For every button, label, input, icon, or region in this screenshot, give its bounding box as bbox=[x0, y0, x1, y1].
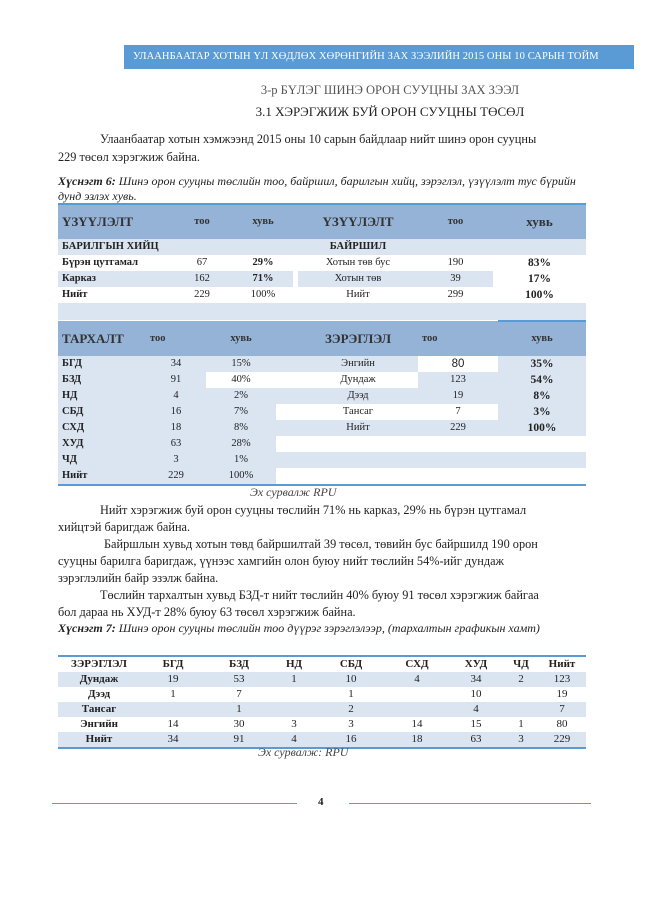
value-cell: 91 bbox=[233, 733, 245, 745]
table-row bbox=[58, 255, 586, 271]
table7-caption-label: Хүснэгт 7: bbox=[58, 621, 116, 635]
table7-caption-text: Шинэ орон сууцны төслийн тоо дүүрэг зэрэглэлээр, (тархалтын графикын хамт) bbox=[115, 621, 540, 635]
count-cell: 67 bbox=[171, 255, 233, 271]
row-label: Энгийн bbox=[341, 358, 375, 369]
value-cell: 63 bbox=[470, 733, 482, 745]
pct-cell: 7% bbox=[234, 406, 248, 417]
row-label: Нийт bbox=[58, 287, 171, 303]
row-label: СХД bbox=[62, 422, 85, 433]
table-row bbox=[58, 717, 586, 732]
count-cell: 16 bbox=[170, 406, 182, 417]
chapter-title: 3-р БҮЛЭГ ШИНЭ ОРОН СУУЦНЫ ЗАХ ЗЭЭЛ bbox=[260, 83, 520, 97]
count-cell: 34 bbox=[170, 358, 182, 369]
row-label: Дээд bbox=[87, 688, 111, 700]
table6-block2-header bbox=[58, 321, 586, 356]
pct-cell: 40% bbox=[206, 372, 276, 388]
value-cell: 1 bbox=[291, 673, 297, 685]
column-header: хувь bbox=[233, 204, 293, 239]
pct-cell: 100% bbox=[206, 468, 276, 485]
row-label: Тансаг bbox=[298, 404, 418, 420]
count-cell: 63 bbox=[146, 436, 206, 452]
pct-cell: 100% bbox=[527, 422, 557, 434]
value-cell: 3 bbox=[348, 718, 354, 730]
column-header: СХД bbox=[386, 656, 448, 672]
pct-cell: 17% bbox=[493, 271, 586, 287]
column-header: ТАРХАЛТ bbox=[58, 321, 146, 356]
table-row bbox=[58, 287, 586, 303]
count-cell: 18 bbox=[170, 422, 182, 433]
value-cell bbox=[140, 702, 206, 717]
column-header: хувь bbox=[498, 321, 586, 356]
value-cell bbox=[504, 687, 538, 702]
column-header: НД bbox=[272, 656, 316, 672]
pct-cell: 1% bbox=[234, 454, 248, 465]
value-cell: 3 bbox=[291, 718, 297, 730]
value-cell: 10 bbox=[470, 688, 482, 700]
pct-cell: 83% bbox=[493, 255, 586, 271]
value-cell: 16 bbox=[345, 733, 357, 745]
value-cell: 10 bbox=[345, 673, 357, 685]
pct-cell: 2% bbox=[234, 390, 248, 401]
value-cell: 15 bbox=[470, 718, 482, 730]
table-row bbox=[58, 672, 586, 687]
count-cell: 190 bbox=[418, 255, 493, 271]
table7 bbox=[58, 655, 586, 749]
value-cell: 30 bbox=[233, 718, 245, 730]
row-label: Тансаг bbox=[81, 703, 117, 715]
value-cell bbox=[272, 702, 316, 717]
intro-line-1: Улаанбаатар хотын хэмжээнд 2015 оны 10 сарын байдлаар нийт шинэ орон сууцны bbox=[100, 132, 537, 146]
count-cell: 229 bbox=[171, 287, 233, 303]
value-cell: 2 bbox=[518, 673, 524, 685]
table-row bbox=[58, 372, 586, 388]
value-cell bbox=[386, 687, 448, 702]
value-cell: 19 bbox=[556, 688, 568, 700]
value-cell: 2 bbox=[348, 703, 354, 715]
group-label-location: БАЙРШИЛ bbox=[329, 241, 387, 252]
column-header: хувь bbox=[493, 204, 586, 239]
footer-line-right bbox=[349, 803, 591, 804]
column-header: БЗД bbox=[206, 656, 272, 672]
body-text: Нийт хэрэгжиж буй орон сууцны төслийн 71% нь карказ, 29% нь бүрэн цутгамал bbox=[100, 503, 527, 517]
row-label: Нийт bbox=[298, 287, 418, 303]
pct-cell: 8% bbox=[533, 390, 551, 402]
table-row bbox=[58, 687, 586, 702]
count-cell: 91 bbox=[146, 372, 206, 388]
row-label: Нийт bbox=[346, 422, 370, 433]
footer-line-left bbox=[52, 803, 297, 804]
value-cell: 1 bbox=[236, 703, 242, 715]
row-label: Дундаж bbox=[298, 372, 418, 388]
row-label: СБД bbox=[62, 406, 84, 417]
value-cell: 80 bbox=[556, 718, 568, 730]
value-cell: 18 bbox=[411, 733, 423, 745]
body-text: зэрэглэлийн байр эзэлж байна. bbox=[58, 571, 219, 585]
row-label: Карказ bbox=[58, 271, 171, 287]
count-cell: 229 bbox=[450, 422, 466, 433]
row-label: ХУД bbox=[58, 436, 146, 452]
table-row bbox=[58, 388, 586, 404]
body-text: Төслийн тархалтын хувьд БЗД-т нийт төслийн 40% буюу 91 төсөл хэрэгжиж байгаа bbox=[100, 588, 539, 602]
row-label: Нийт bbox=[58, 468, 146, 485]
table-row bbox=[58, 404, 586, 420]
count-cell: 123 bbox=[418, 372, 498, 388]
table-row bbox=[58, 702, 586, 717]
row-label: БГД bbox=[62, 358, 82, 369]
value-cell: 3 bbox=[518, 733, 524, 745]
pct-cell: 15% bbox=[231, 358, 251, 369]
value-cell: 53 bbox=[233, 673, 245, 685]
group-label-construction: БАРИЛГЫН ХИЙЦ bbox=[62, 241, 159, 252]
value-cell: 1 bbox=[518, 718, 524, 730]
value-cell: 4 bbox=[473, 703, 479, 715]
table-row bbox=[58, 356, 586, 372]
value-cell: 7 bbox=[559, 703, 565, 715]
table6-caption bbox=[58, 174, 588, 204]
value-cell: 14 bbox=[167, 718, 179, 730]
column-header: ЧД bbox=[504, 656, 538, 672]
pct-cell: 71% bbox=[233, 271, 293, 287]
pct-cell: 35% bbox=[530, 358, 554, 370]
column-header: тоо bbox=[146, 321, 206, 356]
value-cell: 4 bbox=[291, 733, 297, 745]
body-text: хийцтэй баригдаж байна. bbox=[58, 520, 191, 534]
body-text: сууцны барилга баригдаж, үүнээс хамгийн олон буюу нийт төслийн 54%-ийг дундаж bbox=[58, 554, 505, 568]
column-header: ЗЭРЭГЛЭЛ bbox=[298, 321, 418, 356]
count-cell: 299 bbox=[418, 287, 493, 303]
value-cell: 1 bbox=[170, 688, 176, 700]
body-text: Байршлын хувьд хотын төвд байршилтай 39 төсөл, төвийн бус байршилд 190 орон bbox=[104, 537, 538, 551]
column-header: хувь bbox=[206, 321, 276, 356]
count-cell: 229 bbox=[146, 468, 206, 485]
count-cell: 3 bbox=[173, 454, 179, 465]
row-label: НД bbox=[62, 390, 78, 401]
value-cell: 123 bbox=[553, 673, 571, 685]
column-header: ЗЭРЭГЛЭЛ bbox=[58, 656, 140, 672]
pct-cell: 54% bbox=[498, 372, 586, 388]
pct-cell: 8% bbox=[234, 422, 248, 433]
row-label: Нийт bbox=[85, 733, 113, 745]
table6-block1 bbox=[58, 203, 586, 320]
section-title: 3.1 ХЭРЭГЖИЖ БУЙ ОРОН СУУЦНЫ ТӨСӨЛ bbox=[255, 104, 525, 119]
value-cell bbox=[504, 702, 538, 717]
row-label: Дундаж bbox=[79, 673, 119, 685]
column-header: Нийт bbox=[538, 656, 586, 672]
column-header: СБД bbox=[316, 656, 386, 672]
value-cell: 7 bbox=[236, 688, 242, 700]
row-label: Бүрэн цутгамал bbox=[58, 255, 171, 271]
row-label: Хотын төв бус bbox=[298, 255, 418, 271]
row-label: БЗД bbox=[58, 372, 146, 388]
column-header: БГД bbox=[140, 656, 206, 672]
value-cell: 229 bbox=[553, 733, 571, 745]
value-cell: 14 bbox=[411, 718, 423, 730]
pct-cell: 3% bbox=[533, 406, 551, 418]
column-header: ХУД bbox=[448, 656, 504, 672]
value-cell: 34 bbox=[167, 733, 179, 745]
intro-line-2: 229 төсөл хэрэгжиж байна. bbox=[58, 150, 200, 164]
value-cell bbox=[272, 687, 316, 702]
column-header: тоо bbox=[171, 204, 233, 239]
count-cell: 80 bbox=[418, 356, 498, 372]
table7-source: Эх сурвалж: RPU bbox=[258, 745, 349, 759]
table-row bbox=[58, 468, 586, 485]
pct-cell: 29% bbox=[233, 255, 293, 271]
count-cell: 7 bbox=[418, 404, 498, 420]
page-number: 4 bbox=[318, 796, 324, 808]
table-row bbox=[58, 436, 586, 452]
table7-caption bbox=[58, 620, 558, 637]
pct-cell: 100% bbox=[493, 287, 586, 303]
table-row bbox=[58, 420, 586, 436]
pct-cell: 100% bbox=[233, 287, 293, 303]
table7-header bbox=[58, 656, 586, 672]
row-label: ЧД bbox=[62, 454, 77, 465]
value-cell: 19 bbox=[167, 673, 179, 685]
count-cell: 39 bbox=[418, 271, 493, 287]
table-row bbox=[58, 271, 586, 287]
row-label: Дээд bbox=[347, 390, 369, 401]
count-cell: 162 bbox=[171, 271, 233, 287]
table-row bbox=[58, 452, 586, 468]
table6-block2 bbox=[58, 320, 586, 486]
body-paragraphs bbox=[58, 502, 586, 621]
table6-caption-text: Шинэ орон сууцны төслийн тоо, байршил, барилгын хийц, зэрэглэл, үзүүлэлт тус бүрийн дунд эзлэх хувь. bbox=[58, 174, 576, 203]
column-header: тоо bbox=[418, 204, 493, 239]
count-cell: 19 bbox=[452, 390, 464, 401]
table6-source: Эх сурвалж RPU bbox=[250, 485, 337, 499]
value-cell bbox=[386, 702, 448, 717]
column-header: ҮЗҮҮЛЭЛТ bbox=[58, 204, 171, 239]
pct-cell: 28% bbox=[206, 436, 276, 452]
body-text: бол дараа нь ХУД-т 28% буюу 63 төсөл хэрэгжиж байна. bbox=[58, 605, 356, 619]
intro-paragraph bbox=[58, 130, 586, 166]
value-cell: 4 bbox=[414, 673, 420, 685]
column-header: тоо bbox=[418, 321, 498, 356]
table6-caption-label: Хүснэгт 6: bbox=[58, 174, 116, 188]
row-label: Хотын төв bbox=[298, 271, 418, 287]
value-cell: 1 bbox=[348, 688, 354, 700]
column-header: ҮЗҮҮЛЭЛТ bbox=[298, 204, 418, 239]
row-label: Энгийн bbox=[80, 718, 118, 730]
group-row bbox=[58, 239, 586, 255]
table6-block1-header bbox=[58, 204, 586, 239]
value-cell: 34 bbox=[470, 673, 482, 685]
header-banner: УЛААНБААТАР ХОТЫН ҮЛ ХӨДЛӨХ ХӨРӨНГИЙН ЗАХ ЗЭЭЛИЙН 2015 ОНЫ 10 САРЫН ТОЙМ bbox=[124, 45, 634, 69]
count-cell: 4 bbox=[173, 390, 179, 401]
